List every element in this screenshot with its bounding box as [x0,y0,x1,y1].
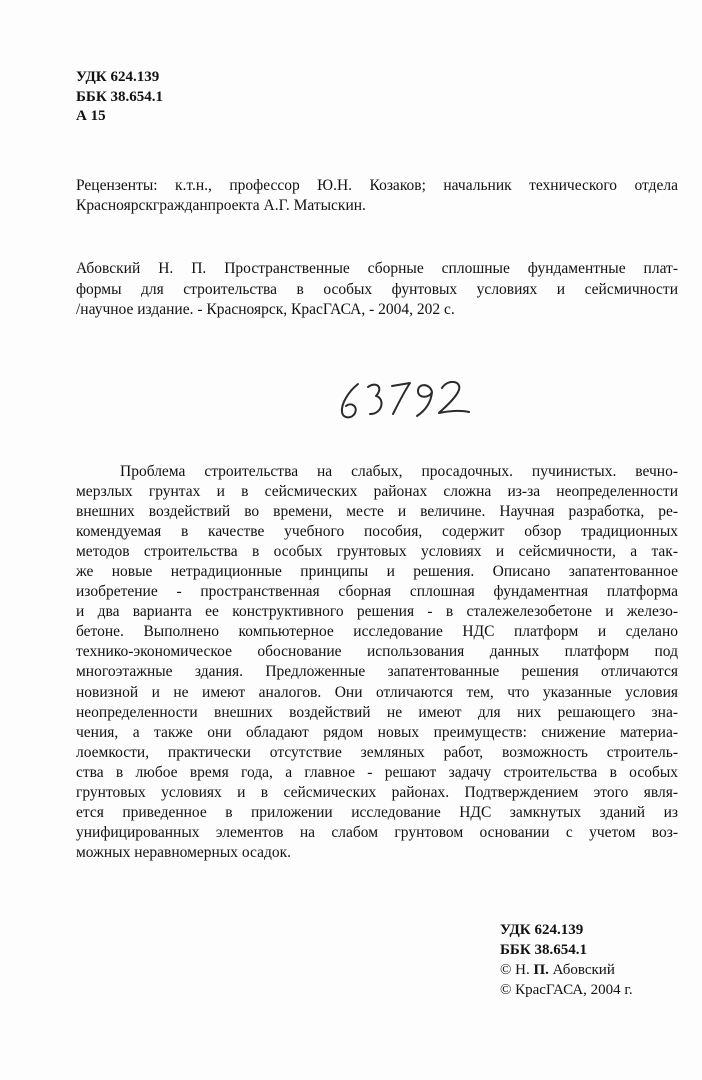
abstract-line: комендуемая в качестве учебного пособия, содержит обзор традиционных [76,523,678,541]
abstract-line: лоемкости, практически отсутствие земляных работ, возможность строитель- [76,743,678,761]
abstract-line: грунтовых условиях и в сейсмических районах. Подтверждением этого явля- [76,783,678,801]
copyright-author-initial: П. [533,962,549,978]
handwritten-inventory-number [338,378,478,422]
bibliographic-citation [76,259,678,321]
abstract-line: технико-экономическое обоснование использования данных платформ под [76,643,678,661]
udk-code: УДК 624.139 [76,69,160,85]
citation-line: Абовский Н. П. Пространственные сборные сплошные фундаментные плат- [76,260,678,277]
abstract-line: мерзлых грунтах и в сейсмических районах сложна из-за неопределенности [76,483,678,501]
header-classification-codes [76,68,163,127]
udk-code: УДК 624.139 [500,922,584,938]
citation-line: формы для строительства в особых фунтовых условиях и сейсмичности [76,280,678,298]
abstract-line: ется приведенное в приложении исследование НДС замкнутых зданий из [76,803,678,821]
copyright-publisher: © КрасГАСА, 2004 г. [500,982,633,998]
copyright-author-prefix: © Н. [500,962,534,978]
abstract-line: бетоне. Выполнено компьютерное исследование НДС платформ и сделано [76,623,678,641]
abstract-line: неопределенности внешних воздействий не имеют для них решающего зна- [76,703,678,721]
author-mark: А 15 [76,108,106,124]
abstract-line: можных неравномерных осадок. [76,843,291,861]
copyright-author [500,960,633,980]
abstract-line: Проблема строительства на слабых, просадочных. пучинистых. вечно- [120,463,678,480]
abstract-paragraph [76,462,678,863]
abstract-line: новизной и не имеют аналогов. Они отличаются тем, что указанные условия [76,683,678,701]
bbk-code: ББК 38.654.1 [500,942,587,958]
copyright-author-suffix: Абовский [548,962,615,978]
abstract-line: изобретение - пространственная сборная сплошная фундаментная платформа [76,583,678,601]
abstract-line: и два варианта ее конструктивного решения - в сталежелезобетоне и железо- [76,603,678,621]
abstract-line: же новые нетрадиционные принципы и решения. Описано запатентованное [76,563,678,581]
footer-classification-codes [500,920,633,1000]
reviewers-line: Красноярскгражданпроекта А.Г. Матыскин. [76,197,366,214]
reviewers-block [76,176,678,216]
abstract-line: унифицированных элементов на слабом грунтовом основании с учетом воз- [76,823,678,841]
bbk-code: ББК 38.654.1 [76,88,163,105]
abstract-line: внешних воздействий во времени, месте и величине. Научная разработка, ре- [76,503,678,521]
abstract-line: чения, а также они обладают рядом новых преимуществ: снижение материа- [76,723,678,741]
abstract-line: ства в любое время года, а главное - решают задачу строительства в особых [76,763,678,781]
abstract-line: методов строительства в особых грунтовых условиях и сейсмичности, а так- [76,543,678,561]
reviewers-line: Рецензенты: к.т.н., профессор Ю.Н. Козаков; начальник технического отдела [76,177,678,194]
abstract-line: многоэтажные здания. Предложенные запатентованные решения отличаются [76,663,678,681]
citation-line: /научное издание. - Красноярск, КрасГАСА, - 2004, 202 с. [76,301,455,318]
handwritten-number-graphic [338,378,478,422]
